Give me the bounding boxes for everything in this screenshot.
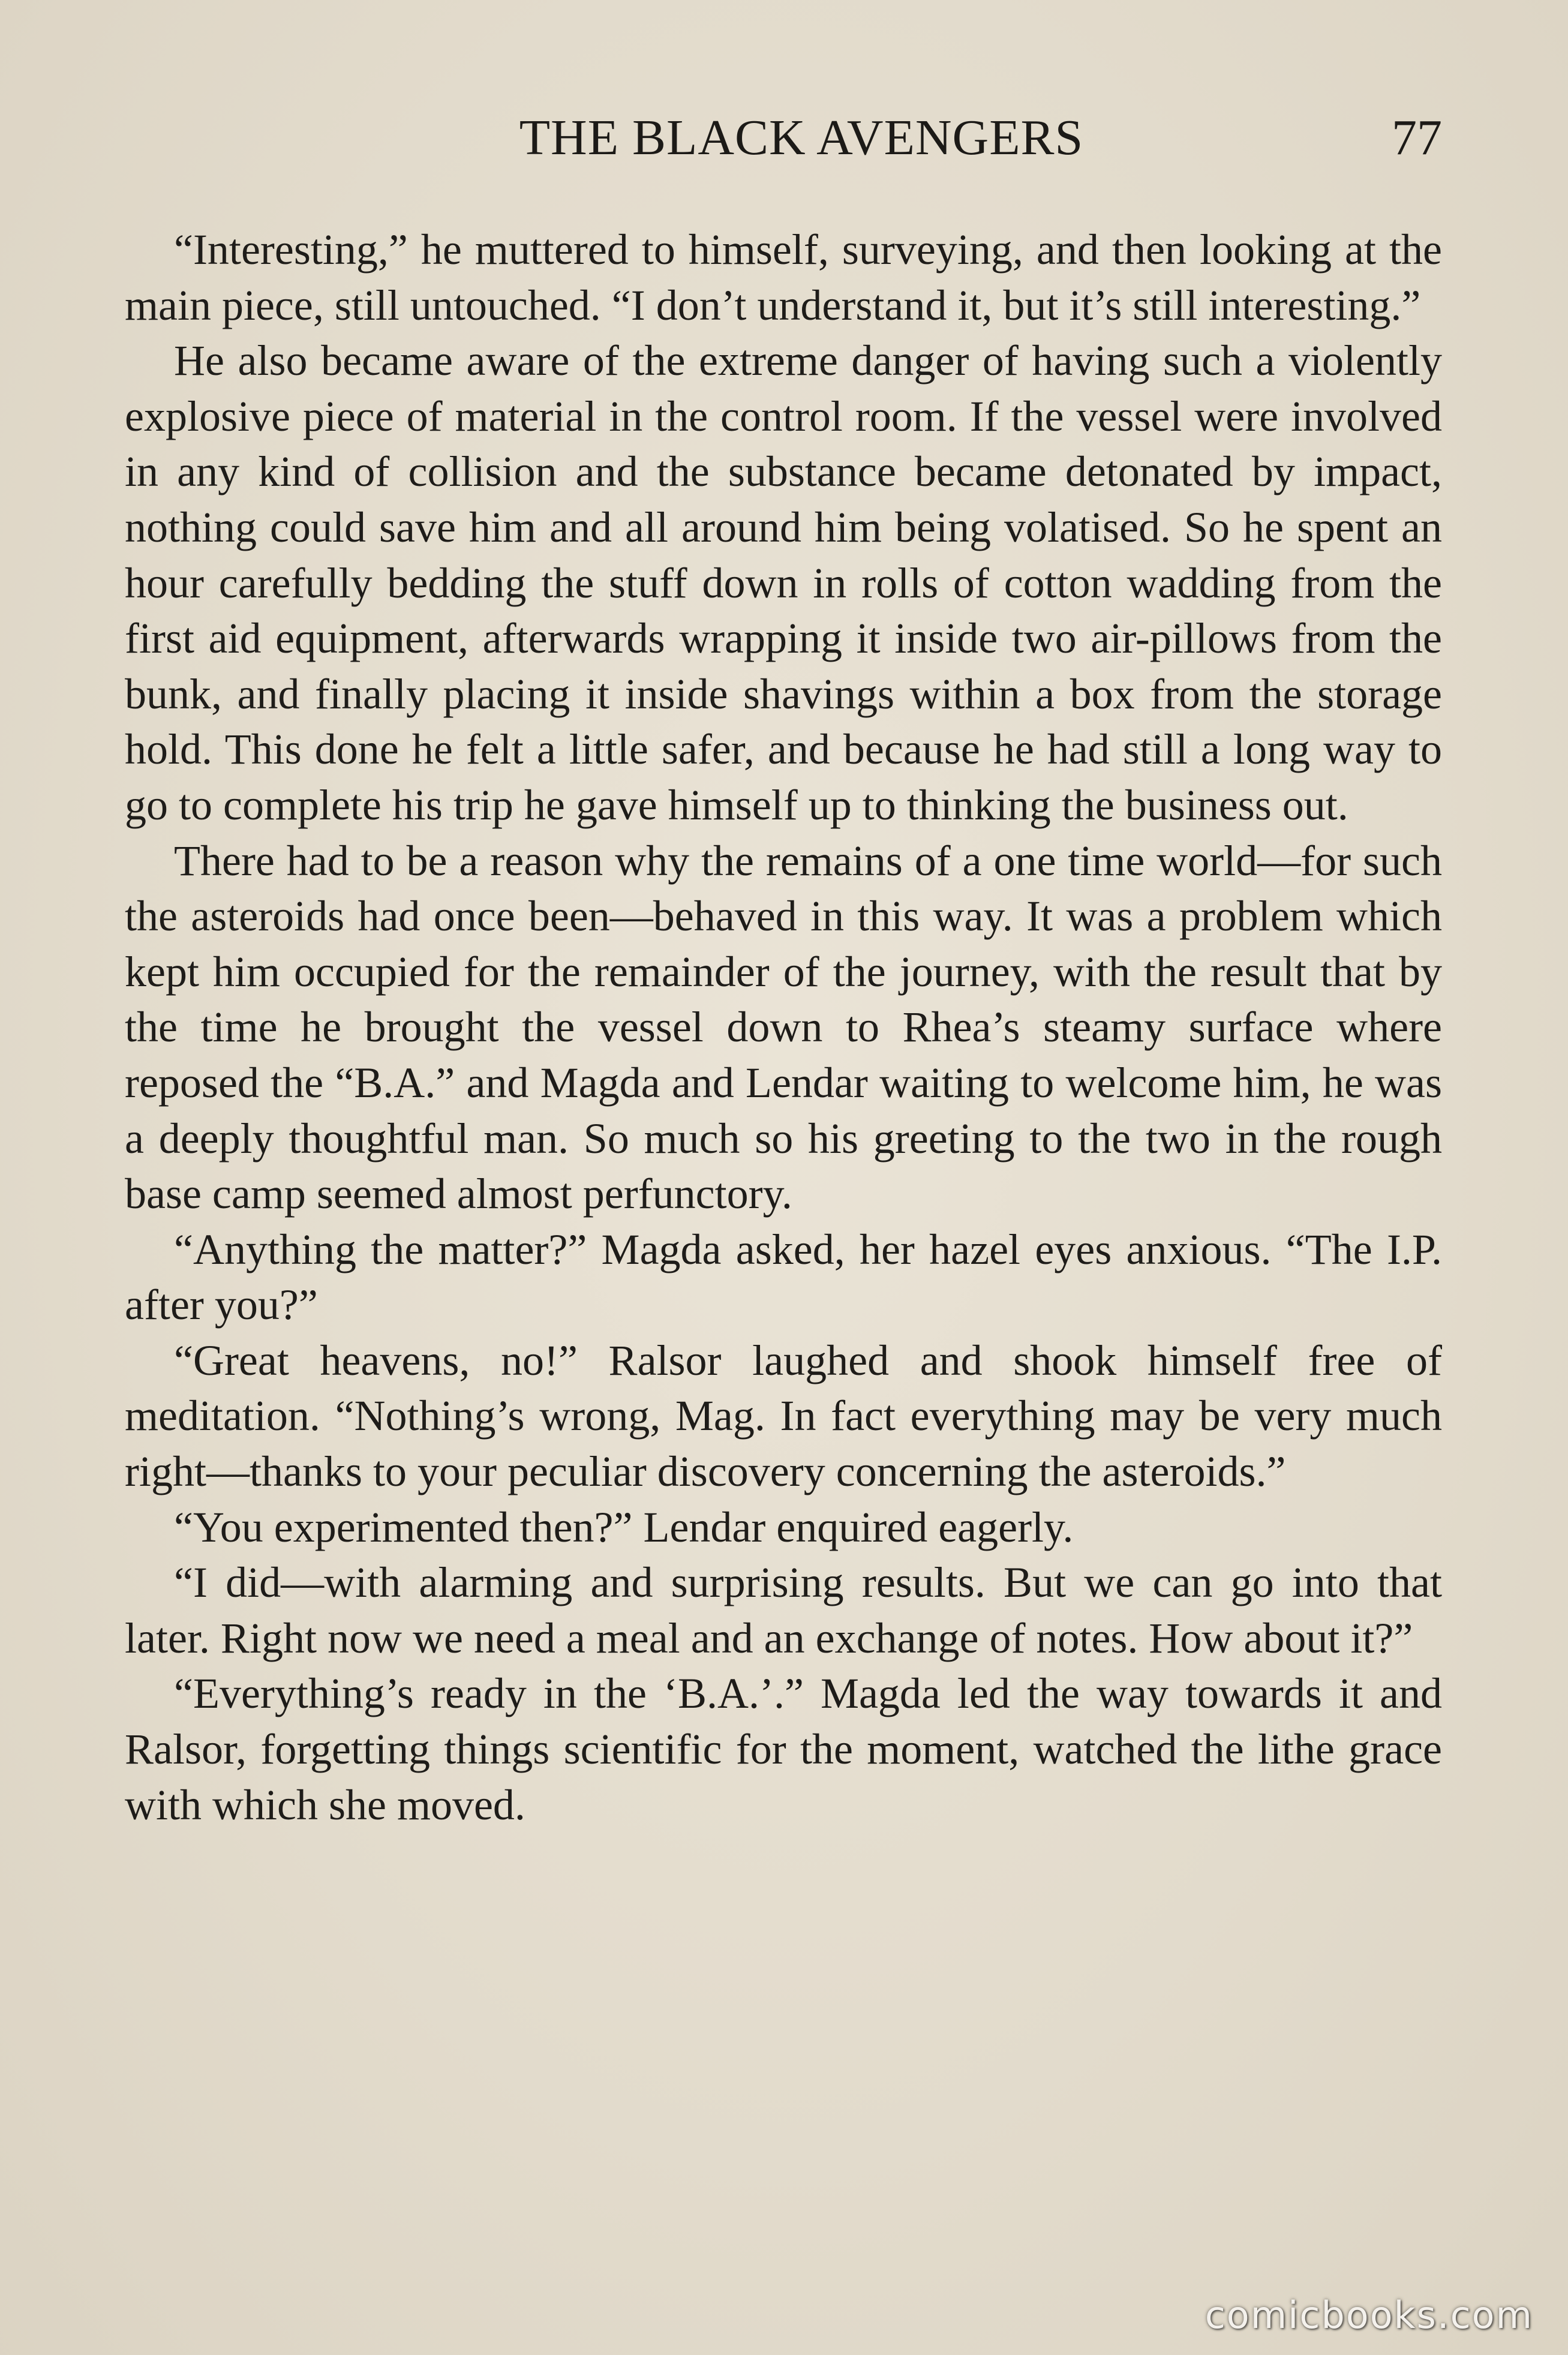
- paragraph: “I did—with alarming and surprising results. But we can go into that later. Right now we need a meal and an exchange of notes. How about it?”: [125, 1558, 1442, 1662]
- paragraph: “Interesting,” he muttered to himself, surveying, and then looking at the main piece, still untouched. “I don’t understand it, but it’s still interesting.”: [125, 226, 1442, 329]
- page-header: [125, 105, 1442, 171]
- paragraph: “Everything’s ready in the ‘B.A.’.” Magda led the way towards it and Ralsor, forgetting things scientific for the moment, watched the lithe grace with which she moved.: [125, 1669, 1442, 1829]
- paragraph: “You experimented then?” Lendar enquired eagerly.: [174, 1503, 1074, 1551]
- paragraph: “Great heavens, no!” Ralsor laughed and shook himself free of meditation. “Nothing’s wrong, Mag. In fact everything may be very much right—thanks to your peculiar discovery concerning the asteroids.”: [125, 1336, 1442, 1496]
- paragraph: “Anything the matter?” Magda asked, her hazel eyes anxious. “The I.P. after you?”: [125, 1225, 1442, 1329]
- paragraph: He also became aware of the extreme danger of having such a violently explosive piece of material in the control room. If the vessel were involved in any kind of collision and the substance became detonated by impact, nothing could save him and all around him being volatised. So he spent an hour carefully bedding the stuff down in rolls of cotton wadding from the first aid equipment, afterwards wrapping it inside two air-pillows from the bunk, and finally placing it inside shavings within a box from the storage hold. This done he felt a little safer, and because he had still a long way to go to complete his trip he gave himself up to thinking the business out.: [125, 337, 1442, 829]
- page-number: 77: [1392, 110, 1442, 166]
- paragraph: There had to be a reason why the remains of a one time world—for such the asteroids had once been—behaved in this way. It was a problem which kept him occupied for the remainder of the journey, with the result that by the time he brought the vessel down to Rhea’s steamy surface where reposed the “B.A.” and Magda and Lendar waiting to welcome him, he was a deeply thoughtful man. So much so his greeting to the two in the rough base camp seemed almost perfunctory.: [125, 836, 1442, 1218]
- watermark: comicbooks.com: [1204, 2293, 1533, 2337]
- body-text: [125, 222, 1442, 1833]
- running-head: THE BLACK AVENGERS: [519, 110, 1084, 166]
